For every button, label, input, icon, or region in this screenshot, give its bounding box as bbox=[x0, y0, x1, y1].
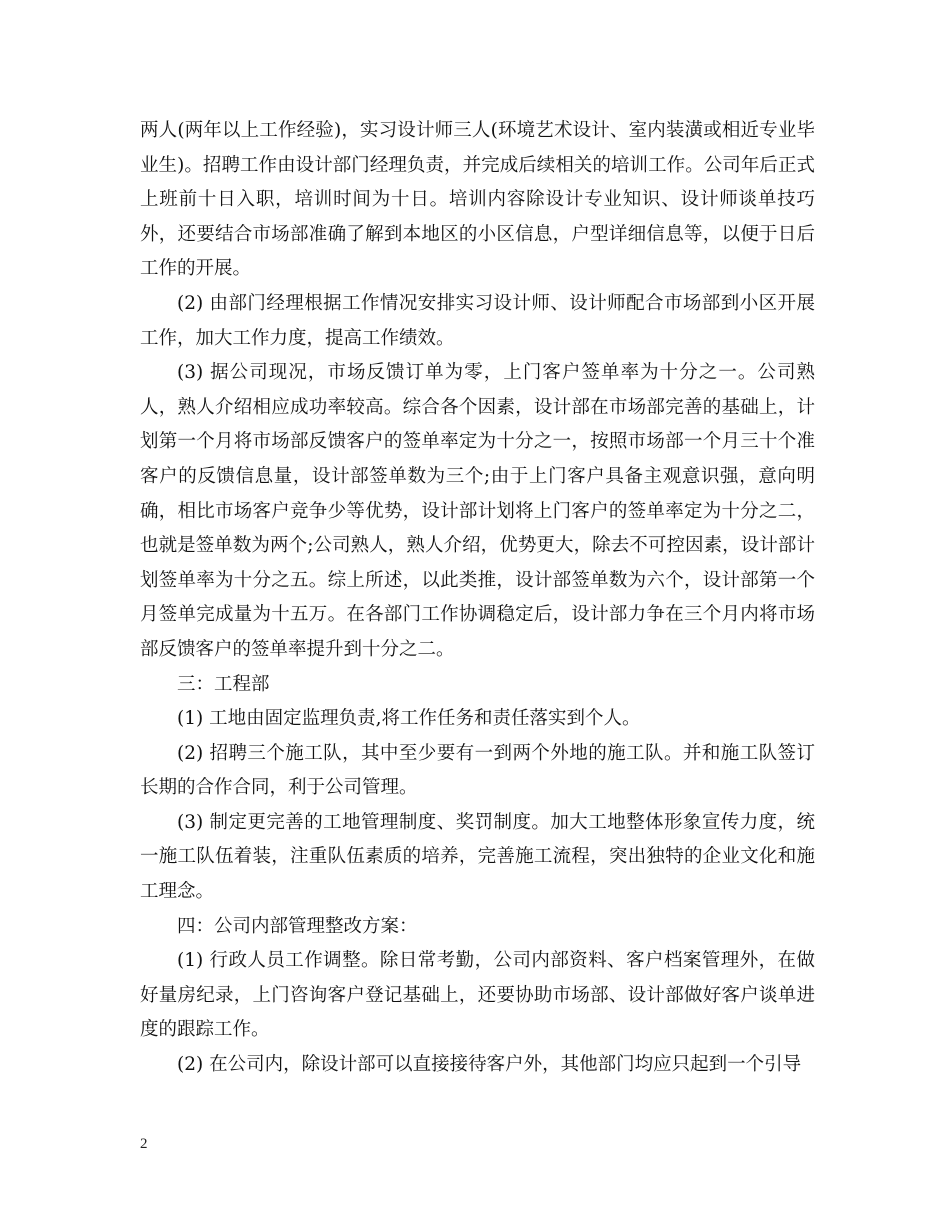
paragraph-1: 两人(两年以上工作经验)，实习设计师三人(环境艺术设计、室内装潢或相近专业毕业生)。招聘工作由设计部门经理负责，并完成后续相关的培训工作。公司年后正式上班前十日入职，培训时间为十日。培训内容除设计专业知识、设计师谈单技巧外，还要结合市场部准确了解到本地区的小区信息，户型详细信息等，以便于日后工作的开展。 bbox=[140, 120, 815, 280]
section-heading-engineering: 三：工程部 bbox=[177, 673, 270, 695]
document-body bbox=[140, 114, 815, 1083]
paragraph-5: (1) 工地由固定监理负责,将工作任务和责任落实到个人。 bbox=[177, 708, 641, 730]
paragraph-2: (2) 由部门经理根据工作情况安排实习设计师、设计师配合市场部到小区开展工作，加大工作力度，提高工作绩效。 bbox=[140, 292, 815, 349]
paragraph-6: (2) 招聘三个施工队，其中至少要有一到两个外地的施工队。并和施工队签订长期的合作合同，利于公司管理。 bbox=[140, 742, 815, 799]
paragraph-7: (3) 制定更完善的工地管理制度、奖罚制度。加大工地整体形象宣传力度，统一施工队伍着装，注重队伍素质的培养，完善施工流程，突出独特的企业文化和施工理念。 bbox=[140, 811, 815, 903]
paragraph-9: (1) 行政人员工作调整。除日常考勤，公司内部资料、客户档案管理外，在做好量房纪录，上门咨询客户登记基础上，还要协助市场部、设计部做好客户谈单进度的跟踪工作。 bbox=[140, 950, 815, 1041]
paragraph-10: (2) 在公司内，除设计部可以直接接待客户外，其他部门均应只起到一个引导 bbox=[177, 1054, 802, 1076]
section-heading-internal-management: 四：公司内部管理整改方案： bbox=[177, 915, 418, 937]
page-number: 2 bbox=[140, 1136, 148, 1152]
paragraph-3: (3) 据公司现况，市场反馈订单为零，上门客户签单率为十分之一。公司熟人，熟人介绍相应成功率较高。综合各个因素，设计部在市场部完善的基础上，计划第一个月将市场部反馈客户的签单率定为十分之一，按照市场部一个月三十个准客户的反馈信息量，设计部签单数为三个;由于上门客户具备主观意识强，意向明确，相比市场客户竞争少等优势，设计部计划将上门客户的签单率定为十分之二，也就是签单数为两个;公司熟人，熟人介绍，优势更大，除去不可控因素，设计部计划签单率为十分之五。综上所述，以此类推，设计部签单数为六个，设计部第一个月签单完成量为十五万。在各部门工作协调稳定后，设计部力争在三个月内将市场部反馈客户的签单率提升到十分之二。 bbox=[140, 362, 815, 660]
